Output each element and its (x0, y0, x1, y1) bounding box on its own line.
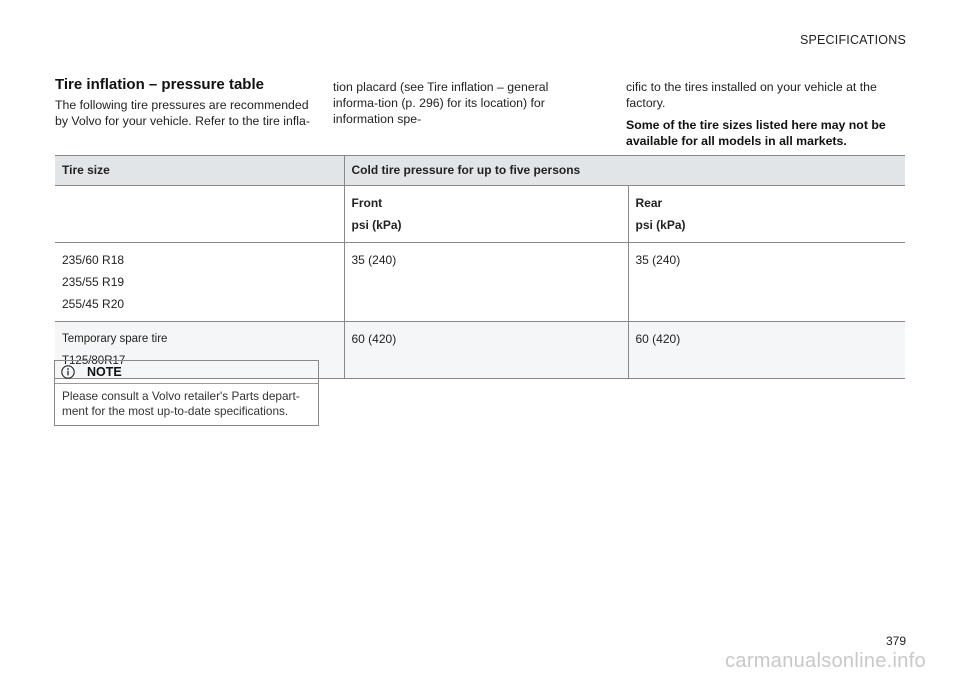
section-header: SPECIFICATIONS (799, 33, 906, 47)
intro-column-3 (626, 79, 908, 149)
note-text: Please consult a Volvo retailer's Parts depart-ment for the most up-to-date specifications. (62, 389, 300, 418)
tire-size: 255/45 R20 (62, 297, 125, 311)
tire-size: T125/80R17 (62, 355, 126, 367)
rear-pressure: 35 (240) (635, 253, 681, 267)
page-number: 379 (885, 634, 906, 648)
rear-pressure-cell (628, 243, 905, 322)
intro-text-2: tion placard (see Tire inflation – general informa-tion (p. 296) for its location) for information spe- (333, 80, 549, 126)
table-header-row (55, 156, 905, 186)
watermark-link[interactable]: carmanualsonline.info (725, 650, 926, 672)
subheader-empty (55, 186, 344, 243)
tire-pressure-table (55, 155, 905, 379)
page-title: Tire inflation – pressure table (55, 76, 264, 93)
tire-size: 235/60 R18 (62, 253, 125, 267)
front-pressure: 35 (240) (351, 253, 397, 267)
tire-size: 235/55 R19 (62, 275, 125, 289)
rear-label: Rear (635, 196, 663, 210)
header-tire-size: Tire size (55, 156, 344, 186)
subheader-front (344, 186, 628, 243)
rear-pressure-cell (628, 322, 905, 379)
intro-column-2 (333, 79, 595, 127)
rear-pressure: 60 (420) (635, 332, 681, 346)
front-pressure: 60 (420) (351, 332, 397, 346)
intro-column-1 (55, 97, 313, 129)
rear-unit: psi (kPa) (635, 218, 686, 232)
table-row (55, 243, 905, 322)
note-box (54, 360, 319, 426)
tire-size-cell (55, 243, 344, 322)
tire-size: Temporary spare tire (62, 333, 168, 345)
subheader-rear (628, 186, 905, 243)
note-title: NOTE (87, 365, 122, 379)
table-subheader-row (55, 186, 905, 243)
availability-warning: Some of the tire sizes listed here may not be available for all models in all markets. (626, 118, 886, 148)
note-header (55, 361, 318, 384)
front-pressure-cell (344, 322, 628, 379)
header-cold-pressure: Cold tire pressure for up to five persons (344, 156, 905, 186)
front-unit: psi (kPa) (351, 218, 402, 232)
intro-text-3: cific to the tires installed on your vehicle at the factory. (626, 80, 877, 110)
intro-text-1: The following tire pressures are recommended by Volvo for your vehicle. Refer to the tire infla- (55, 98, 310, 128)
front-label: Front (351, 196, 383, 210)
info-icon (61, 365, 75, 379)
front-pressure-cell (344, 243, 628, 322)
